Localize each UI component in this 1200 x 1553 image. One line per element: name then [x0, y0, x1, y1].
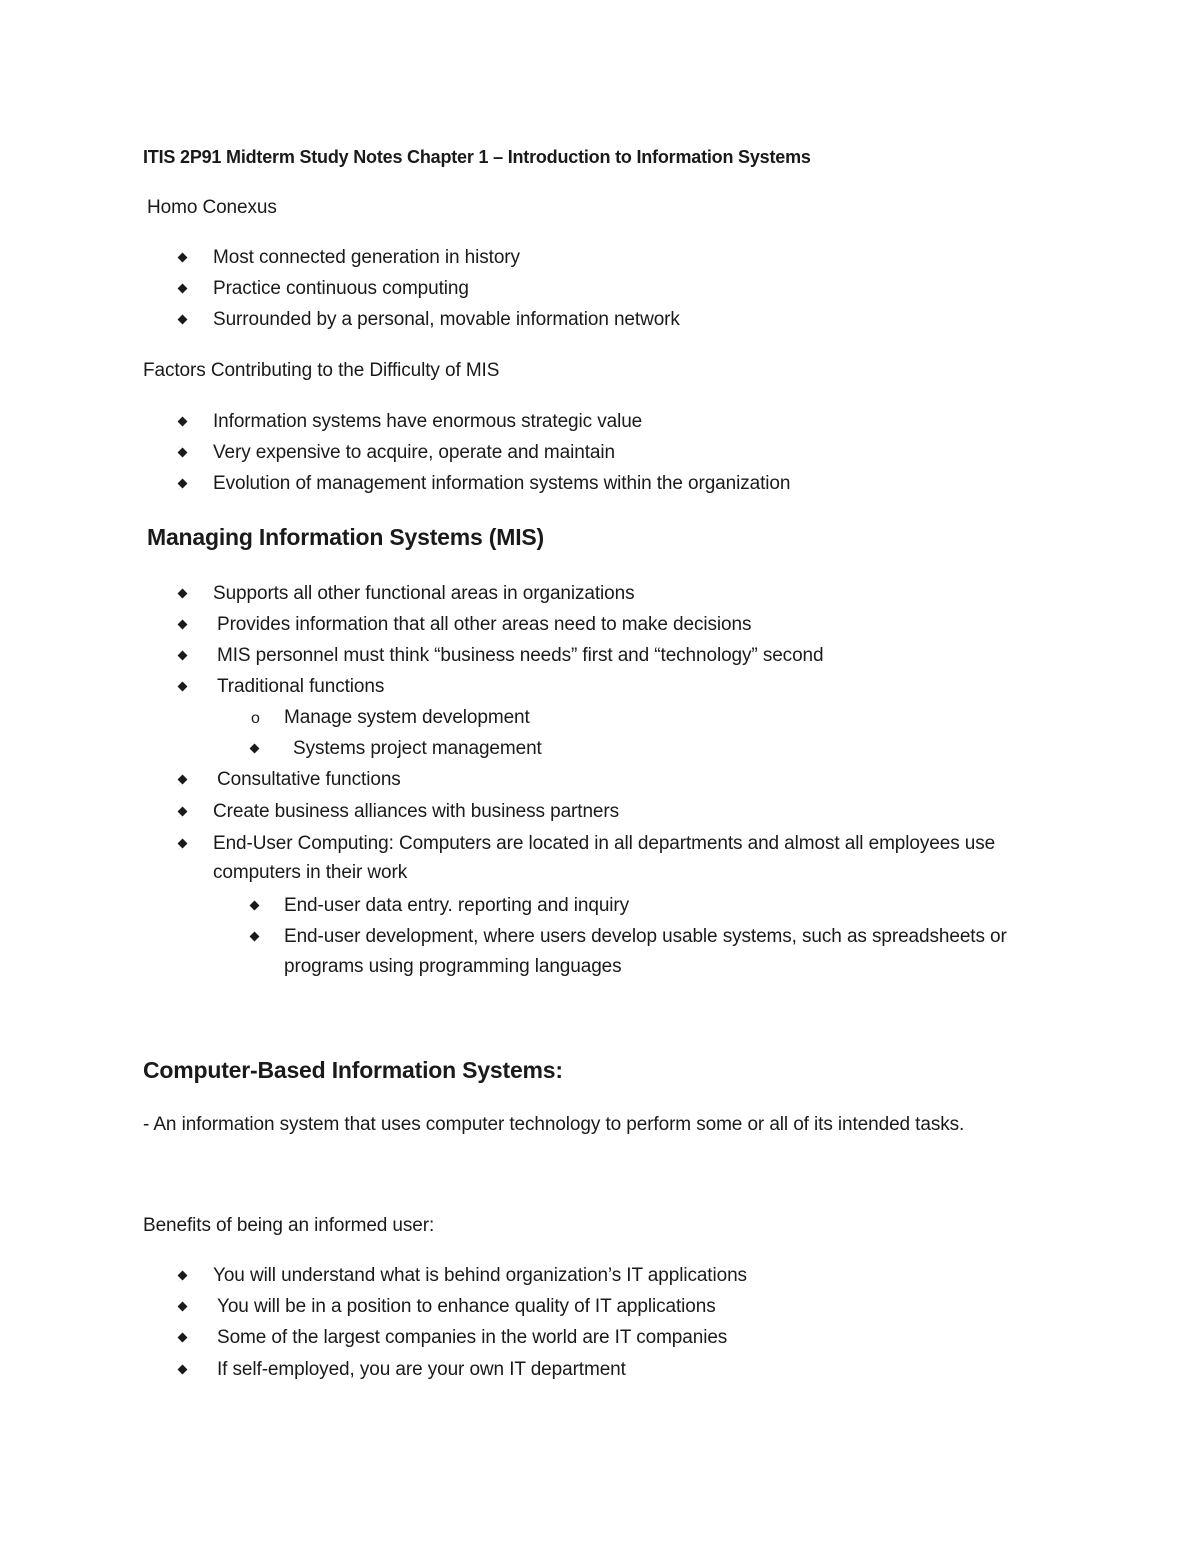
cbis-definition: - An information system that uses computer technology to perform some or all of its intended tasks.: [143, 1114, 965, 1135]
diamond-bullet-icon: [178, 589, 188, 599]
section-heading-cbis: Computer-Based Information Systems:: [143, 1057, 563, 1083]
section-heading-mis: Managing Information Systems (MIS): [147, 524, 545, 550]
section-heading-benefits: Benefits of being an informed user:: [143, 1215, 435, 1236]
diamond-bullet-icon: [250, 932, 260, 942]
list-item: Create business alliances with business partners: [213, 801, 620, 822]
diamond-bullet-icon: [178, 839, 188, 849]
diamond-bullet-icon: [178, 284, 188, 294]
list-item: Most connected generation in history: [213, 247, 520, 268]
list-item: Practice continuous computing: [213, 278, 469, 299]
list-item: You will be in a position to enhance quality of IT applications: [217, 1296, 716, 1317]
list-item: Information systems have enormous strategic value: [213, 411, 643, 432]
sub-list-item: Systems project management: [293, 738, 542, 759]
list-item: Some of the largest companies in the world are IT companies: [217, 1327, 728, 1348]
list-item-continuation: computers in their work: [213, 862, 408, 883]
diamond-bullet-icon: [178, 1365, 188, 1375]
list-item: Very expensive to acquire, operate and maintain: [213, 442, 615, 463]
diamond-bullet-icon: [178, 682, 188, 692]
diamond-bullet-icon: [250, 744, 260, 754]
list-item: Provides information that all other areas need to make decisions: [217, 614, 752, 635]
list-item: MIS personnel must think “business needs” first and “technology” second: [217, 645, 824, 666]
sub-list-item: End-user data entry. reporting and inquiry: [284, 895, 630, 916]
diamond-bullet-icon: [178, 253, 188, 263]
diamond-bullet-icon: [178, 775, 188, 785]
document-title: ITIS 2P91 Midterm Study Notes Chapter 1 – Introduction to Information Systems: [143, 147, 811, 167]
list-item: Consultative functions: [217, 769, 401, 790]
list-item: Surrounded by a personal, movable information network: [213, 309, 680, 330]
sub-list-item-continuation: programs using programming languages: [284, 956, 622, 977]
list-item: Evolution of management information systems within the organization: [213, 473, 791, 494]
sub-list-item: Manage system development: [284, 707, 530, 728]
list-item: If self-employed, you are your own IT department: [217, 1359, 626, 1380]
diamond-bullet-icon: [178, 620, 188, 630]
diamond-bullet-icon: [178, 479, 188, 489]
list-item: End-User Computing: Computers are located in all departments and almost all employees use: [213, 833, 996, 854]
section-heading-factors: Factors Contributing to the Difficulty of MIS: [143, 360, 500, 381]
diamond-bullet-icon: [178, 1302, 188, 1312]
section-heading-homo-conexus: Homo Conexus: [147, 197, 277, 218]
diamond-bullet-icon: [178, 807, 188, 817]
circle-bullet-icon: o: [251, 710, 260, 727]
list-item: Traditional functions: [217, 676, 385, 697]
diamond-bullet-icon: [178, 417, 188, 427]
diamond-bullet-icon: [250, 901, 260, 911]
diamond-bullet-icon: [178, 315, 188, 325]
sub-list-item: End-user development, where users develop usable systems, such as spreadsheets or: [284, 926, 1007, 947]
list-item: Supports all other functional areas in organizations: [213, 583, 635, 604]
diamond-bullet-icon: [178, 1271, 188, 1281]
diamond-bullet-icon: [178, 1333, 188, 1343]
list-item: You will understand what is behind organization’s IT applications: [213, 1265, 747, 1286]
diamond-bullet-icon: [178, 651, 188, 661]
diamond-bullet-icon: [178, 448, 188, 458]
